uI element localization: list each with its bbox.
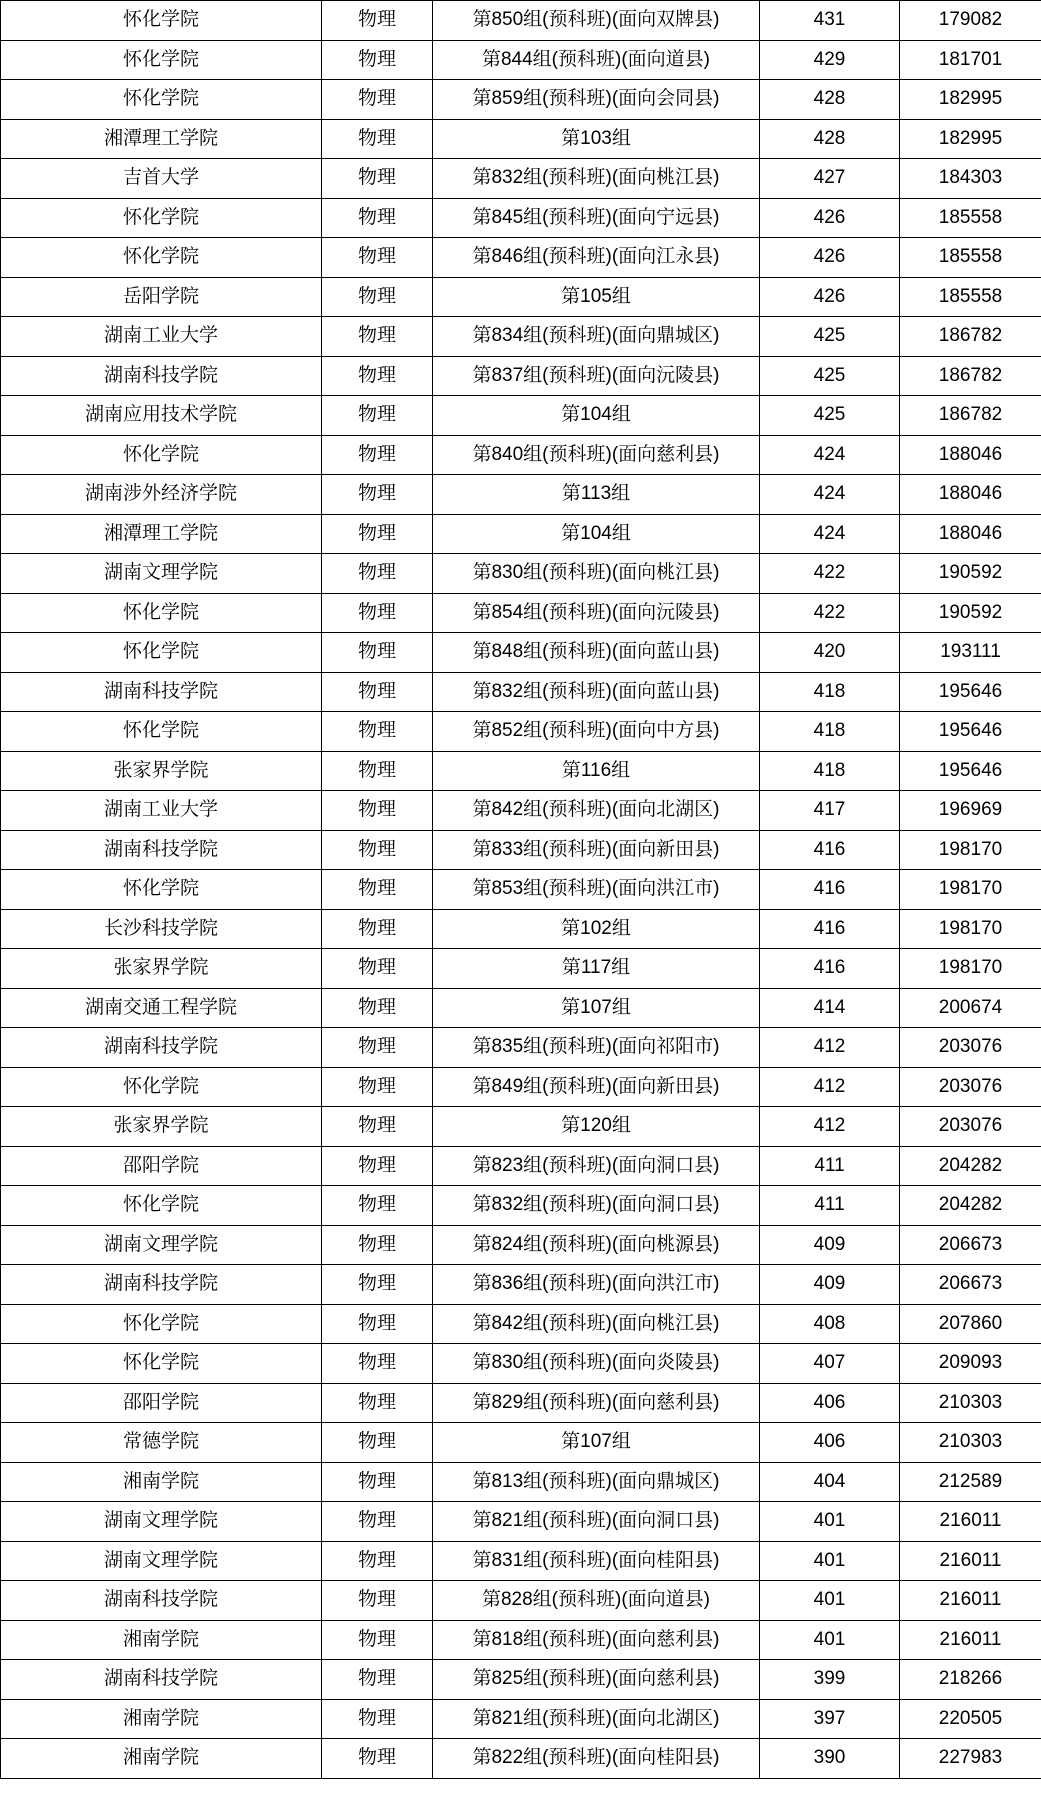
table-row <box>1 791 1041 831</box>
subject-cell: 物理 <box>322 870 433 910</box>
min-score-cell: 407 <box>760 1344 900 1384</box>
min-rank-cell: 198170 <box>900 830 1041 870</box>
major-group-cell: 第116组 <box>433 751 760 791</box>
school-name-cell: 吉首大学 <box>1 159 322 199</box>
min-rank-cell: 186782 <box>900 356 1041 396</box>
min-rank-cell: 195646 <box>900 712 1041 752</box>
major-group-cell: 第813组(预科班)(面向鼎城区) <box>433 1462 760 1502</box>
school-name-cell: 怀化学院 <box>1 435 322 475</box>
school-name-cell: 张家界学院 <box>1 751 322 791</box>
subject-cell: 物理 <box>322 159 433 199</box>
table-row <box>1 593 1041 633</box>
major-group-cell: 第105组 <box>433 277 760 317</box>
major-group-cell: 第849组(预科班)(面向新田县) <box>433 1067 760 1107</box>
school-name-cell: 邵阳学院 <box>1 1146 322 1186</box>
school-name-cell: 湖南交通工程学院 <box>1 988 322 1028</box>
table-row <box>1 475 1041 515</box>
major-group-cell: 第117组 <box>433 949 760 989</box>
subject-cell: 物理 <box>322 277 433 317</box>
major-group-cell: 第832组(预科班)(面向桃江县) <box>433 159 760 199</box>
school-name-cell: 湖南应用技术学院 <box>1 396 322 436</box>
subject-cell: 物理 <box>322 1699 433 1739</box>
subject-cell: 物理 <box>322 791 433 831</box>
major-group-cell: 第842组(预科班)(面向桃江县) <box>433 1304 760 1344</box>
school-name-cell: 怀化学院 <box>1 198 322 238</box>
subject-cell: 物理 <box>322 1344 433 1384</box>
min-score-cell: 428 <box>760 80 900 120</box>
major-group-cell: 第832组(预科班)(面向洞口县) <box>433 1186 760 1226</box>
major-group-cell: 第113组 <box>433 475 760 515</box>
school-name-cell: 湘潭理工学院 <box>1 514 322 554</box>
major-group-cell: 第831组(预科班)(面向桂阳县) <box>433 1541 760 1581</box>
subject-cell: 物理 <box>322 1 433 41</box>
min-score-cell: 416 <box>760 830 900 870</box>
min-rank-cell: 185558 <box>900 238 1041 278</box>
major-group-cell: 第846组(预科班)(面向江永县) <box>433 238 760 278</box>
table-row <box>1 159 1041 199</box>
table-row <box>1 1502 1041 1542</box>
school-name-cell: 怀化学院 <box>1 1067 322 1107</box>
school-name-cell: 张家界学院 <box>1 949 322 989</box>
table-row <box>1 238 1041 278</box>
school-name-cell: 湖南工业大学 <box>1 317 322 357</box>
table-row <box>1 40 1041 80</box>
table-row <box>1 1067 1041 1107</box>
min-score-cell: 411 <box>760 1146 900 1186</box>
min-score-cell: 424 <box>760 435 900 475</box>
min-score-cell: 429 <box>760 40 900 80</box>
school-name-cell: 湖南科技学院 <box>1 830 322 870</box>
min-score-cell: 418 <box>760 751 900 791</box>
min-rank-cell: 190592 <box>900 554 1041 594</box>
min-rank-cell: 209093 <box>900 1344 1041 1384</box>
school-name-cell: 怀化学院 <box>1 593 322 633</box>
table-row <box>1 1344 1041 1384</box>
table-body <box>1 1 1041 1779</box>
table-row <box>1 1186 1041 1226</box>
major-group-cell: 第854组(预科班)(面向沅陵县) <box>433 593 760 633</box>
school-name-cell: 湖南科技学院 <box>1 1660 322 1700</box>
min-rank-cell: 216011 <box>900 1581 1041 1621</box>
min-score-cell: 424 <box>760 475 900 515</box>
school-name-cell: 怀化学院 <box>1 40 322 80</box>
table-row <box>1 672 1041 712</box>
school-name-cell: 湖南科技学院 <box>1 1581 322 1621</box>
min-rank-cell: 206673 <box>900 1225 1041 1265</box>
table-row <box>1 317 1041 357</box>
table-row <box>1 356 1041 396</box>
min-score-cell: 401 <box>760 1620 900 1660</box>
school-name-cell: 怀化学院 <box>1 870 322 910</box>
table-row <box>1 1304 1041 1344</box>
school-name-cell: 怀化学院 <box>1 80 322 120</box>
min-rank-cell: 216011 <box>900 1620 1041 1660</box>
min-score-cell: 408 <box>760 1304 900 1344</box>
min-score-cell: 418 <box>760 712 900 752</box>
min-rank-cell: 198170 <box>900 909 1041 949</box>
subject-cell: 物理 <box>322 593 433 633</box>
min-rank-cell: 203076 <box>900 1028 1041 1068</box>
major-group-cell: 第830组(预科班)(面向炎陵县) <box>433 1344 760 1384</box>
min-rank-cell: 188046 <box>900 435 1041 475</box>
major-group-cell: 第840组(预科班)(面向慈利县) <box>433 435 760 475</box>
major-group-cell: 第120组 <box>433 1107 760 1147</box>
major-group-cell: 第107组 <box>433 988 760 1028</box>
school-name-cell: 怀化学院 <box>1 633 322 673</box>
school-name-cell: 常德学院 <box>1 1423 322 1463</box>
major-group-cell: 第832组(预科班)(面向蓝山县) <box>433 672 760 712</box>
school-name-cell: 湖南涉外经济学院 <box>1 475 322 515</box>
school-name-cell: 湖南科技学院 <box>1 356 322 396</box>
table-row <box>1 949 1041 989</box>
school-name-cell: 怀化学院 <box>1 238 322 278</box>
subject-cell: 物理 <box>322 1146 433 1186</box>
table-row <box>1 1146 1041 1186</box>
min-rank-cell: 210303 <box>900 1383 1041 1423</box>
min-rank-cell: 181701 <box>900 40 1041 80</box>
major-group-cell: 第830组(预科班)(面向桃江县) <box>433 554 760 594</box>
subject-cell: 物理 <box>322 1225 433 1265</box>
major-group-cell: 第850组(预科班)(面向双牌县) <box>433 1 760 41</box>
school-name-cell: 湘南学院 <box>1 1620 322 1660</box>
min-rank-cell: 203076 <box>900 1107 1041 1147</box>
min-rank-cell: 227983 <box>900 1739 1041 1779</box>
major-group-cell: 第825组(预科班)(面向慈利县) <box>433 1660 760 1700</box>
major-group-cell: 第823组(预科班)(面向洞口县) <box>433 1146 760 1186</box>
major-group-cell: 第842组(预科班)(面向北湖区) <box>433 791 760 831</box>
min-score-cell: 428 <box>760 119 900 159</box>
min-rank-cell: 190592 <box>900 593 1041 633</box>
school-name-cell: 张家界学院 <box>1 1107 322 1147</box>
subject-cell: 物理 <box>322 1028 433 1068</box>
major-group-cell: 第829组(预科班)(面向慈利县) <box>433 1383 760 1423</box>
school-name-cell: 怀化学院 <box>1 712 322 752</box>
school-name-cell: 湘南学院 <box>1 1739 322 1779</box>
table-row <box>1 554 1041 594</box>
table-row <box>1 1462 1041 1502</box>
major-group-cell: 第848组(预科班)(面向蓝山县) <box>433 633 760 673</box>
min-score-cell: 390 <box>760 1739 900 1779</box>
major-group-cell: 第104组 <box>433 514 760 554</box>
school-name-cell: 湖南科技学院 <box>1 672 322 712</box>
min-score-cell: 409 <box>760 1225 900 1265</box>
min-rank-cell: 207860 <box>900 1304 1041 1344</box>
table-row <box>1 277 1041 317</box>
major-group-cell: 第835组(预科班)(面向祁阳市) <box>433 1028 760 1068</box>
min-rank-cell: 218266 <box>900 1660 1041 1700</box>
min-score-cell: 414 <box>760 988 900 1028</box>
min-score-cell: 418 <box>760 672 900 712</box>
school-name-cell: 湖南科技学院 <box>1 1265 322 1305</box>
min-rank-cell: 195646 <box>900 672 1041 712</box>
subject-cell: 物理 <box>322 1383 433 1423</box>
subject-cell: 物理 <box>322 119 433 159</box>
min-score-cell: 406 <box>760 1423 900 1463</box>
table-row <box>1 1107 1041 1147</box>
min-rank-cell: 210303 <box>900 1423 1041 1463</box>
min-rank-cell: 193111 <box>900 633 1041 673</box>
min-rank-cell: 204282 <box>900 1146 1041 1186</box>
major-group-cell: 第834组(预科班)(面向鼎城区) <box>433 317 760 357</box>
table-row <box>1 712 1041 752</box>
subject-cell: 物理 <box>322 1423 433 1463</box>
school-name-cell: 湖南工业大学 <box>1 791 322 831</box>
table-row <box>1 1 1041 41</box>
table-row <box>1 1739 1041 1779</box>
major-group-cell: 第102组 <box>433 909 760 949</box>
min-rank-cell: 185558 <box>900 198 1041 238</box>
min-rank-cell: 182995 <box>900 119 1041 159</box>
school-name-cell: 湖南科技学院 <box>1 1028 322 1068</box>
school-name-cell: 邵阳学院 <box>1 1383 322 1423</box>
min-rank-cell: 198170 <box>900 949 1041 989</box>
table-row <box>1 198 1041 238</box>
min-rank-cell: 186782 <box>900 396 1041 436</box>
school-name-cell: 湖南文理学院 <box>1 1502 322 1542</box>
subject-cell: 物理 <box>322 514 433 554</box>
table-row <box>1 514 1041 554</box>
subject-cell: 物理 <box>322 1067 433 1107</box>
min-score-cell: 417 <box>760 791 900 831</box>
subject-cell: 物理 <box>322 1541 433 1581</box>
table-row <box>1 830 1041 870</box>
major-group-cell: 第853组(预科班)(面向洪江市) <box>433 870 760 910</box>
min-score-cell: 412 <box>760 1067 900 1107</box>
min-rank-cell: 188046 <box>900 475 1041 515</box>
min-score-cell: 401 <box>760 1541 900 1581</box>
min-score-cell: 416 <box>760 949 900 989</box>
table-row <box>1 1660 1041 1700</box>
subject-cell: 物理 <box>322 830 433 870</box>
major-group-cell: 第818组(预科班)(面向慈利县) <box>433 1620 760 1660</box>
table-row <box>1 1383 1041 1423</box>
subject-cell: 物理 <box>322 475 433 515</box>
table-row <box>1 633 1041 673</box>
table-row <box>1 1620 1041 1660</box>
min-rank-cell: 204282 <box>900 1186 1041 1226</box>
min-rank-cell: 216011 <box>900 1541 1041 1581</box>
school-name-cell: 怀化学院 <box>1 1186 322 1226</box>
min-score-cell: 412 <box>760 1107 900 1147</box>
min-score-cell: 422 <box>760 554 900 594</box>
major-group-cell: 第828组(预科班)(面向道县) <box>433 1581 760 1621</box>
table-row <box>1 435 1041 475</box>
min-score-cell: 426 <box>760 277 900 317</box>
major-group-cell: 第852组(预科班)(面向中方县) <box>433 712 760 752</box>
min-rank-cell: 188046 <box>900 514 1041 554</box>
min-rank-cell: 195646 <box>900 751 1041 791</box>
subject-cell: 物理 <box>322 238 433 278</box>
major-group-cell: 第107组 <box>433 1423 760 1463</box>
major-group-cell: 第824组(预科班)(面向桃源县) <box>433 1225 760 1265</box>
subject-cell: 物理 <box>322 1304 433 1344</box>
major-group-cell: 第836组(预科班)(面向洪江市) <box>433 1265 760 1305</box>
subject-cell: 物理 <box>322 80 433 120</box>
subject-cell: 物理 <box>322 712 433 752</box>
subject-cell: 物理 <box>322 356 433 396</box>
major-group-cell: 第104组 <box>433 396 760 436</box>
min-score-cell: 404 <box>760 1462 900 1502</box>
subject-cell: 物理 <box>322 1581 433 1621</box>
subject-cell: 物理 <box>322 396 433 436</box>
school-name-cell: 湖南文理学院 <box>1 554 322 594</box>
major-group-cell: 第822组(预科班)(面向桂阳县) <box>433 1739 760 1779</box>
major-group-cell: 第103组 <box>433 119 760 159</box>
subject-cell: 物理 <box>322 633 433 673</box>
table-row <box>1 988 1041 1028</box>
min-rank-cell: 206673 <box>900 1265 1041 1305</box>
subject-cell: 物理 <box>322 1186 433 1226</box>
major-group-cell: 第833组(预科班)(面向新田县) <box>433 830 760 870</box>
major-group-cell: 第845组(预科班)(面向宁远县) <box>433 198 760 238</box>
school-name-cell: 怀化学院 <box>1 1 322 41</box>
table-row <box>1 396 1041 436</box>
min-rank-cell: 186782 <box>900 317 1041 357</box>
table-row <box>1 119 1041 159</box>
subject-cell: 物理 <box>322 909 433 949</box>
min-score-cell: 426 <box>760 238 900 278</box>
school-name-cell: 湖南文理学院 <box>1 1225 322 1265</box>
table-row <box>1 1541 1041 1581</box>
school-name-cell: 怀化学院 <box>1 1304 322 1344</box>
major-group-cell: 第821组(预科班)(面向洞口县) <box>433 1502 760 1542</box>
subject-cell: 物理 <box>322 198 433 238</box>
min-score-cell: 416 <box>760 870 900 910</box>
subject-cell: 物理 <box>322 1502 433 1542</box>
school-name-cell: 岳阳学院 <box>1 277 322 317</box>
subject-cell: 物理 <box>322 40 433 80</box>
min-rank-cell: 203076 <box>900 1067 1041 1107</box>
min-score-cell: 425 <box>760 396 900 436</box>
min-rank-cell: 216011 <box>900 1502 1041 1542</box>
school-name-cell: 湖南文理学院 <box>1 1541 322 1581</box>
min-rank-cell: 185558 <box>900 277 1041 317</box>
subject-cell: 物理 <box>322 1107 433 1147</box>
min-rank-cell: 184303 <box>900 159 1041 199</box>
subject-cell: 物理 <box>322 751 433 791</box>
min-score-cell: 401 <box>760 1581 900 1621</box>
subject-cell: 物理 <box>322 317 433 357</box>
min-score-cell: 416 <box>760 909 900 949</box>
table-row <box>1 909 1041 949</box>
table-row <box>1 1699 1041 1739</box>
table-row <box>1 80 1041 120</box>
min-score-cell: 424 <box>760 514 900 554</box>
subject-cell: 物理 <box>322 435 433 475</box>
min-rank-cell: 196969 <box>900 791 1041 831</box>
subject-cell: 物理 <box>322 672 433 712</box>
table-row <box>1 751 1041 791</box>
subject-cell: 物理 <box>322 1462 433 1502</box>
table-row <box>1 1265 1041 1305</box>
school-name-cell: 湘潭理工学院 <box>1 119 322 159</box>
min-score-cell: 406 <box>760 1383 900 1423</box>
table-row <box>1 1581 1041 1621</box>
subject-cell: 物理 <box>322 949 433 989</box>
school-name-cell: 湘南学院 <box>1 1699 322 1739</box>
table-row <box>1 1028 1041 1068</box>
subject-cell: 物理 <box>322 1739 433 1779</box>
min-score-cell: 427 <box>760 159 900 199</box>
min-score-cell: 425 <box>760 356 900 396</box>
min-score-cell: 431 <box>760 1 900 41</box>
min-score-cell: 420 <box>760 633 900 673</box>
subject-cell: 物理 <box>322 554 433 594</box>
min-score-cell: 409 <box>760 1265 900 1305</box>
min-score-cell: 397 <box>760 1699 900 1739</box>
min-score-cell: 412 <box>760 1028 900 1068</box>
min-score-cell: 401 <box>760 1502 900 1542</box>
table-row <box>1 1225 1041 1265</box>
min-score-cell: 422 <box>760 593 900 633</box>
major-group-cell: 第859组(预科班)(面向会同县) <box>433 80 760 120</box>
major-group-cell: 第844组(预科班)(面向道县) <box>433 40 760 80</box>
school-name-cell: 怀化学院 <box>1 1344 322 1384</box>
major-group-cell: 第837组(预科班)(面向沅陵县) <box>433 356 760 396</box>
min-score-cell: 425 <box>760 317 900 357</box>
school-name-cell: 长沙科技学院 <box>1 909 322 949</box>
subject-cell: 物理 <box>322 1660 433 1700</box>
min-rank-cell: 179082 <box>900 1 1041 41</box>
subject-cell: 物理 <box>322 1620 433 1660</box>
min-rank-cell: 200674 <box>900 988 1041 1028</box>
subject-cell: 物理 <box>322 1265 433 1305</box>
min-rank-cell: 198170 <box>900 870 1041 910</box>
min-rank-cell: 212589 <box>900 1462 1041 1502</box>
min-rank-cell: 220505 <box>900 1699 1041 1739</box>
school-name-cell: 湘南学院 <box>1 1462 322 1502</box>
min-score-cell: 411 <box>760 1186 900 1226</box>
major-group-cell: 第821组(预科班)(面向北湖区) <box>433 1699 760 1739</box>
min-score-cell: 426 <box>760 198 900 238</box>
min-rank-cell: 182995 <box>900 80 1041 120</box>
min-score-cell: 399 <box>760 1660 900 1700</box>
table-row <box>1 870 1041 910</box>
table-row <box>1 1423 1041 1463</box>
subject-cell: 物理 <box>322 988 433 1028</box>
